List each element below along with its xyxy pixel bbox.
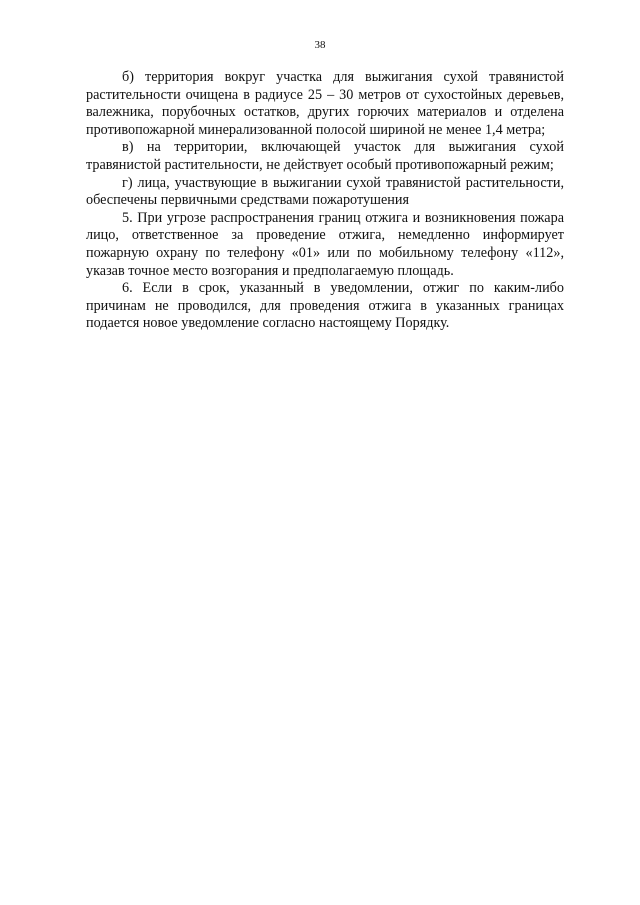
paragraph-b: б) территория вокруг участка для выжигания сухой травянистой растительности очищена в радиусе 25 – 30 метров от сухостойных деревьев, валежника, порубочных остатков, других горючих материалов и отделена противопожарной минерализованной полосой шириной не менее 1,4 метра;	[86, 69, 564, 138]
document-body	[86, 69, 564, 333]
paragraph-5: 5. При угрозе распространения границ отжига и возникновения пожара лицо, ответственное за проведение отжига, немедленно информирует пожарную охрану по телефону «01» или по мобильному телефону «112», указав точное место возгорания и предполагаемую площадь.	[86, 209, 564, 279]
paragraph-g: г) лица, участвующие в выжигании сухой травянистой растительности, обеспечены первичными средствами пожаротушения	[86, 174, 564, 209]
page-number: 38	[314, 39, 326, 51]
paragraph-v: в) на территории, включающей участок для выжигания сухой травянистой растительности, не действует особый противопожарный режим;	[86, 139, 564, 173]
paragraph-6: 6. Если в срок, указанный в уведомлении, отжиг по каким-либо причинам не проводился, для проведения отжига в указанных границах подается новое уведомление согласно настоящему Порядку.	[86, 280, 564, 332]
